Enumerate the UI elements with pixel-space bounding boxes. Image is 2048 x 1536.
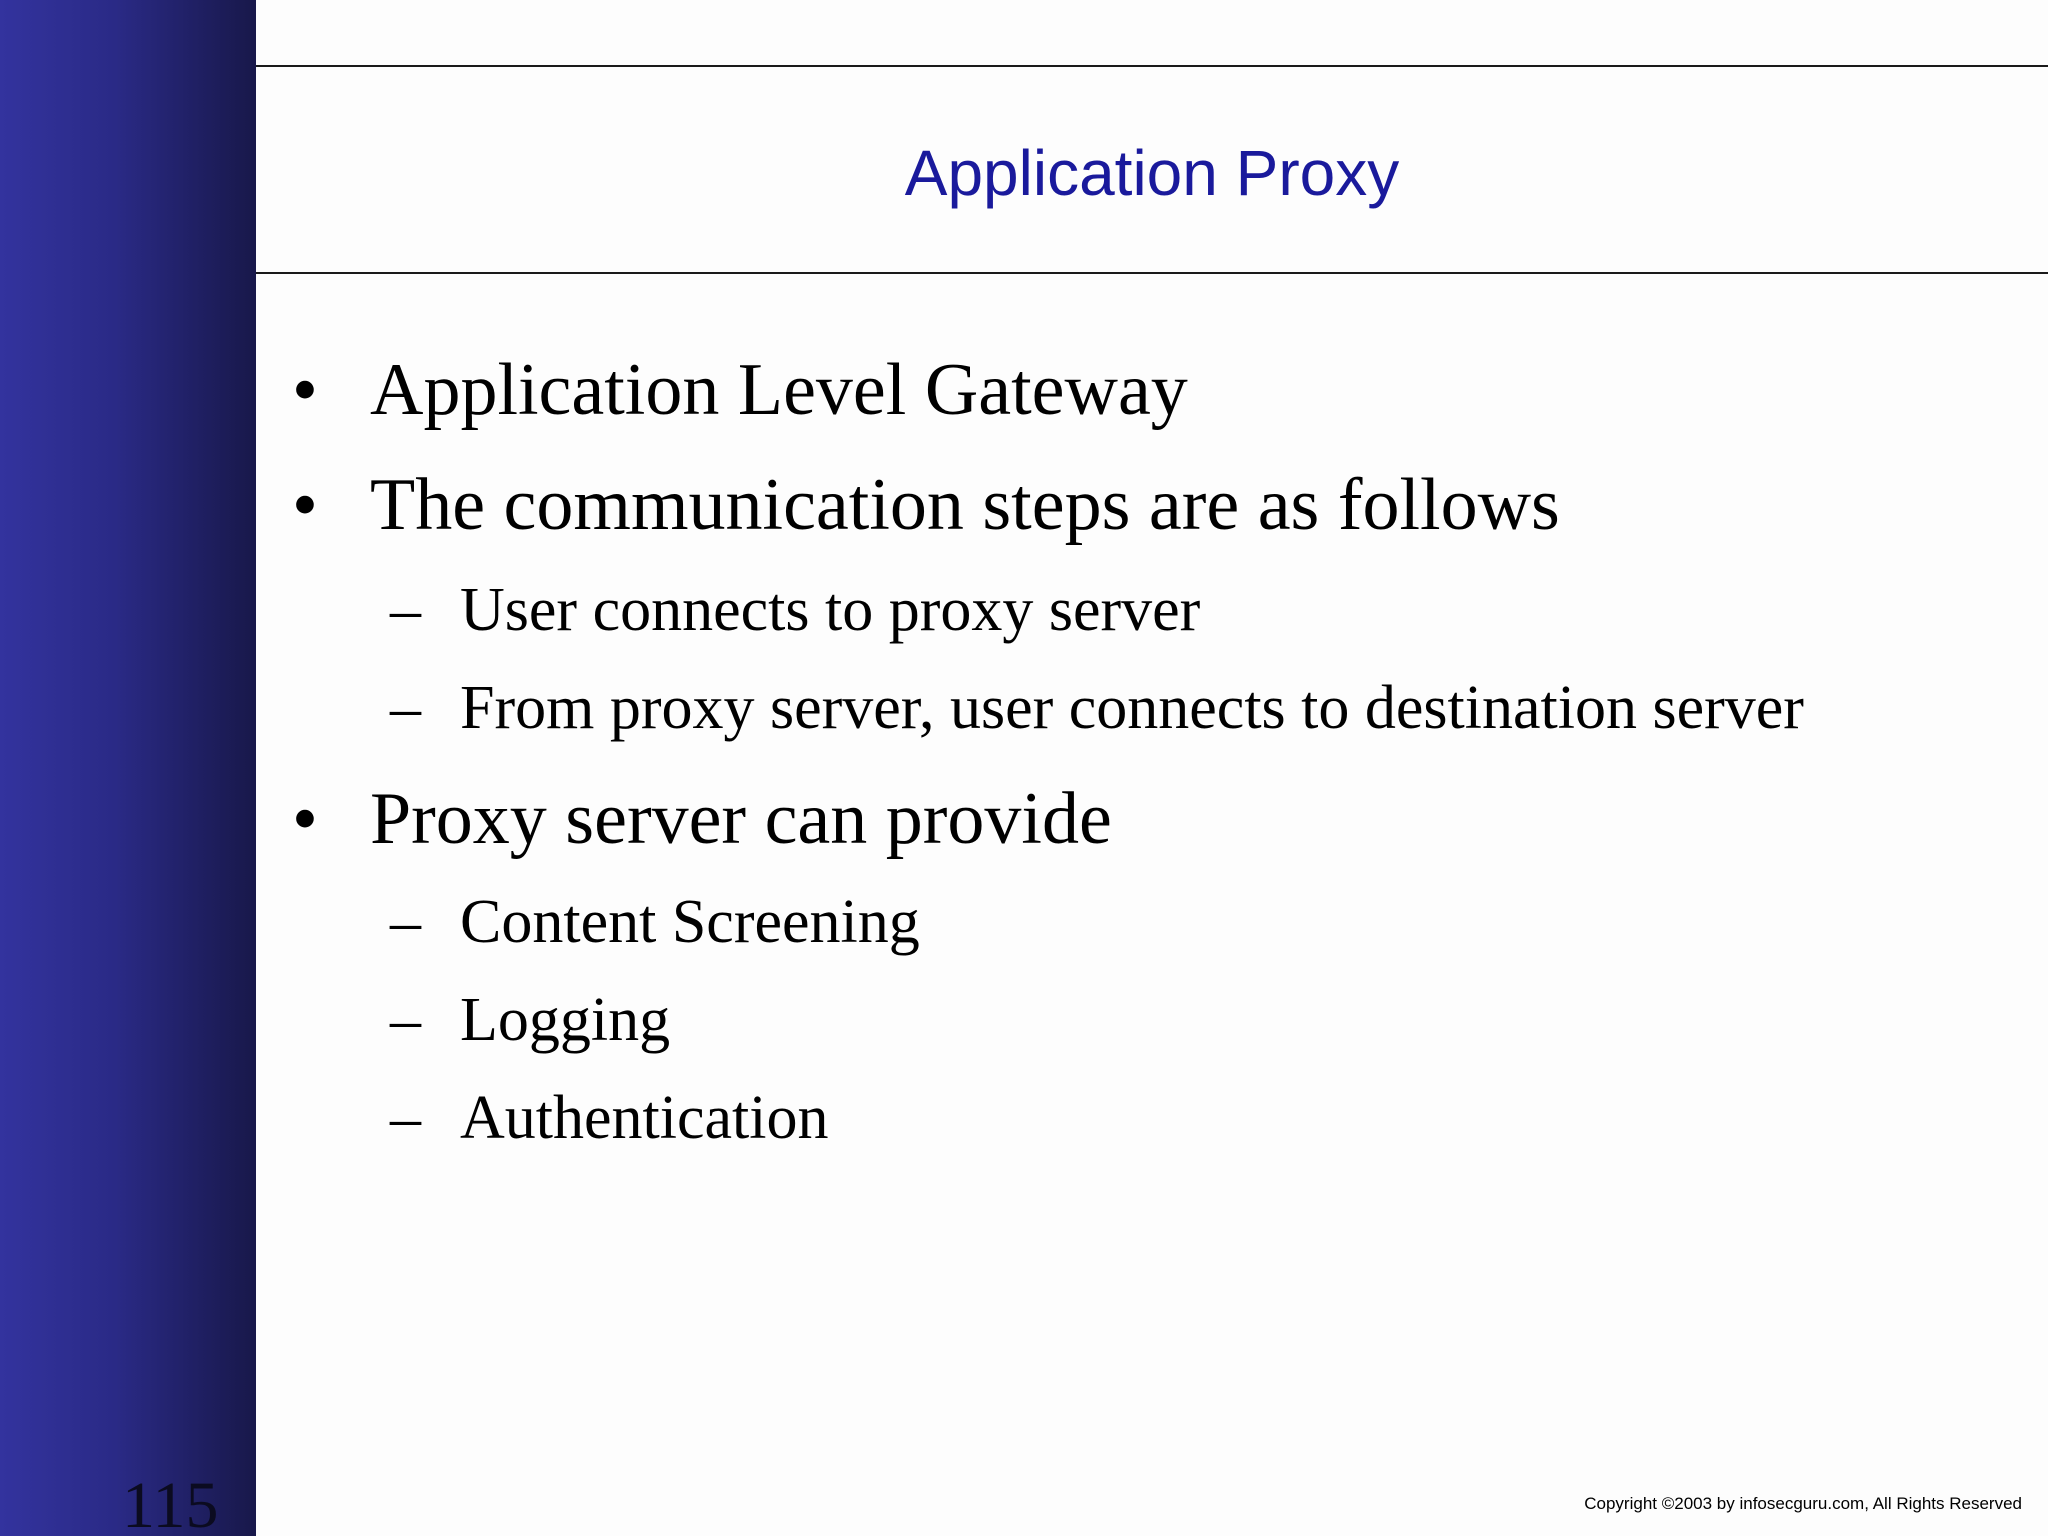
dash-marker: – <box>390 888 421 956</box>
dash-marker: – <box>390 674 421 742</box>
sub-bullet-text: Authentication <box>460 1084 829 1152</box>
sub-bullet-item <box>390 882 920 962</box>
sub-bullet-text: From proxy server, user connects to destination server <box>460 674 1804 742</box>
sub-bullet-text: Logging <box>460 986 671 1054</box>
sub-bullet-item <box>390 1078 829 1158</box>
bullet-text: Application Level Gateway <box>370 349 1188 431</box>
bullet-text: Proxy server can provide <box>370 778 1112 860</box>
slide-title: Application Proxy <box>904 137 1400 209</box>
dash-marker: – <box>390 576 421 644</box>
bullet-item <box>292 345 1188 435</box>
bullet-marker: • <box>292 778 318 860</box>
sub-bullet-text: Content Screening <box>460 888 920 956</box>
slide-page-number: 115 <box>122 1469 219 1536</box>
sub-bullet-item <box>390 668 1804 748</box>
bullet-item <box>292 460 1560 550</box>
dash-marker: – <box>390 1084 421 1152</box>
sub-bullet-text: User connects to proxy server <box>460 576 1201 644</box>
dash-marker: – <box>390 986 421 1054</box>
sub-bullet-item <box>390 980 671 1060</box>
bullet-item <box>292 774 1112 864</box>
bullet-marker: • <box>292 464 318 546</box>
sub-bullet-item <box>390 570 1201 650</box>
bullet-text: The communication steps are as follows <box>370 464 1560 546</box>
copyright-notice: Copyright ©2003 by infosecguru.com, All Rights Reserved <box>1584 1494 2022 1513</box>
bullet-marker: • <box>292 349 318 431</box>
